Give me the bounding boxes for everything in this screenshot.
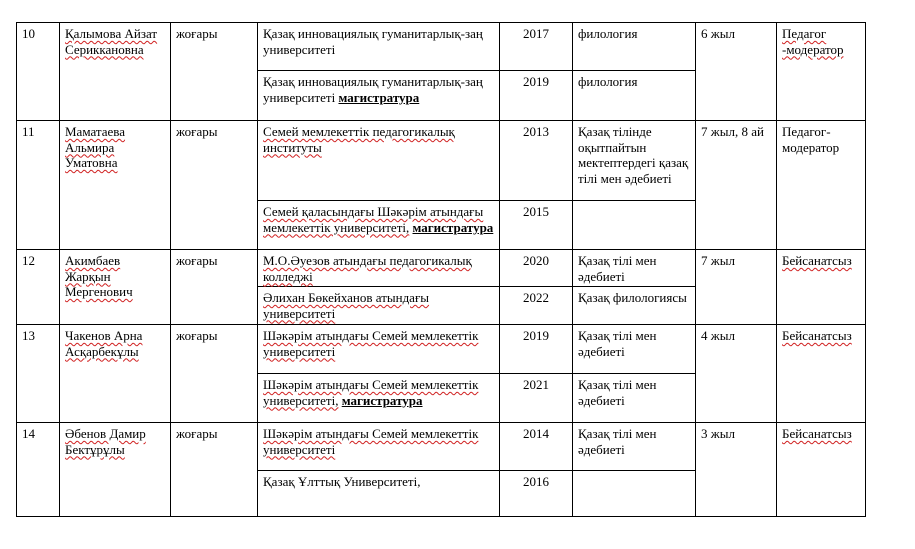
graduation-year: 2014 — [500, 423, 573, 471]
graduation-year: 2020 — [500, 250, 573, 287]
specialty: Қазақ тілі мен әдебиеті — [573, 325, 696, 374]
graduation-year: 2019 — [500, 325, 573, 374]
masters-label: магистратура — [338, 89, 420, 105]
specialty — [573, 471, 696, 517]
row-number: 12 — [17, 250, 60, 325]
teaching-experience: 3 жыл — [696, 423, 777, 517]
qualification-category: Бейсанатсыз — [777, 423, 866, 517]
row-number: 11 — [17, 121, 60, 250]
education-level: жоғары — [171, 325, 258, 423]
teaching-experience: 7 жыл — [696, 250, 777, 325]
masters-label: магистратура — [341, 392, 423, 408]
teacher-name: Акимбаев Жарқын Мергенович — [60, 250, 171, 325]
education-level: жоғары — [171, 121, 258, 250]
teaching-experience: 4 жыл — [696, 325, 777, 423]
teacher-name: Қалымова Айзат Сериккановна — [60, 23, 171, 121]
institution: Қазақ инновациялық гуманитарлық-заң университеті магистратура — [258, 71, 500, 121]
qualification-category: Бейсанатсыз — [777, 250, 866, 325]
institution: Шәкәрім атындағы Семей мемлекеттік университеті — [258, 325, 500, 374]
table-row — [17, 325, 866, 374]
education-level: жоғары — [171, 250, 258, 325]
specialty: филология — [573, 23, 696, 71]
institution: Әлихан Бөкейханов атындағы университеті — [258, 287, 500, 325]
specialty: Қазақ тілі мен әдебиеті — [573, 374, 696, 423]
institution: Қазақ инновациялық гуманитарлық-заң университеті — [258, 23, 500, 71]
qualification-category: Педагог -модератор — [777, 23, 866, 121]
graduation-year: 2013 — [500, 121, 573, 201]
teacher-name: Чакенов Арна Асқарбекұлы — [60, 325, 171, 423]
teaching-experience: 6 жыл — [696, 23, 777, 121]
specialty: Қазақ тілі мен әдебиеті — [573, 423, 696, 471]
specialty: филология — [573, 71, 696, 121]
row-number: 13 — [17, 325, 60, 423]
table-row — [17, 121, 866, 201]
table-row — [17, 423, 866, 471]
table-row — [17, 23, 866, 71]
institution: Семей мемлекеттік педагогикалық институты — [258, 121, 500, 201]
graduation-year: 2019 — [500, 71, 573, 121]
staff-education-table — [16, 22, 866, 517]
institution: М.О.Әуезов атындағы педагогикалық колледжі — [258, 250, 500, 287]
graduation-year: 2016 — [500, 471, 573, 517]
graduation-year: 2022 — [500, 287, 573, 325]
teacher-name: Әбенов Дамир Бектұрұлы — [60, 423, 171, 517]
row-number: 14 — [17, 423, 60, 517]
specialty: Қазақ тілінде оқытпайтын мектептердегі қазақ тілі мен әдебиеті — [573, 121, 696, 201]
education-level: жоғары — [171, 23, 258, 121]
table-row — [17, 250, 866, 287]
specialty: Қазақ филологиясы — [573, 287, 696, 325]
qualification-category: Педагог-модератор — [777, 121, 866, 250]
specialty — [573, 201, 696, 250]
institution: Шәкәрім атындағы Семей мемлекеттік университеті, магистратура — [258, 374, 500, 423]
graduation-year: 2021 — [500, 374, 573, 423]
institution: Шәкәрім атындағы Семей мемлекеттік университеті — [258, 423, 500, 471]
teacher-name: Маматаева Альмира Уматовна — [60, 121, 171, 250]
graduation-year: 2017 — [500, 23, 573, 71]
row-number: 10 — [17, 23, 60, 121]
specialty: Қазақ тілі мен әдебиеті — [573, 250, 696, 287]
masters-label: магистратура — [412, 219, 494, 235]
institution: Қазақ Ұлттық Университеті, — [258, 471, 500, 517]
education-level: жоғары — [171, 423, 258, 517]
institution: Семей қаласындағы Шәкәрім атындағы мемлекеттік университеті, магистратура — [258, 201, 500, 250]
graduation-year: 2015 — [500, 201, 573, 250]
teaching-experience: 7 жыл, 8 ай — [696, 121, 777, 250]
qualification-category: Бейсанатсыз — [777, 325, 866, 423]
